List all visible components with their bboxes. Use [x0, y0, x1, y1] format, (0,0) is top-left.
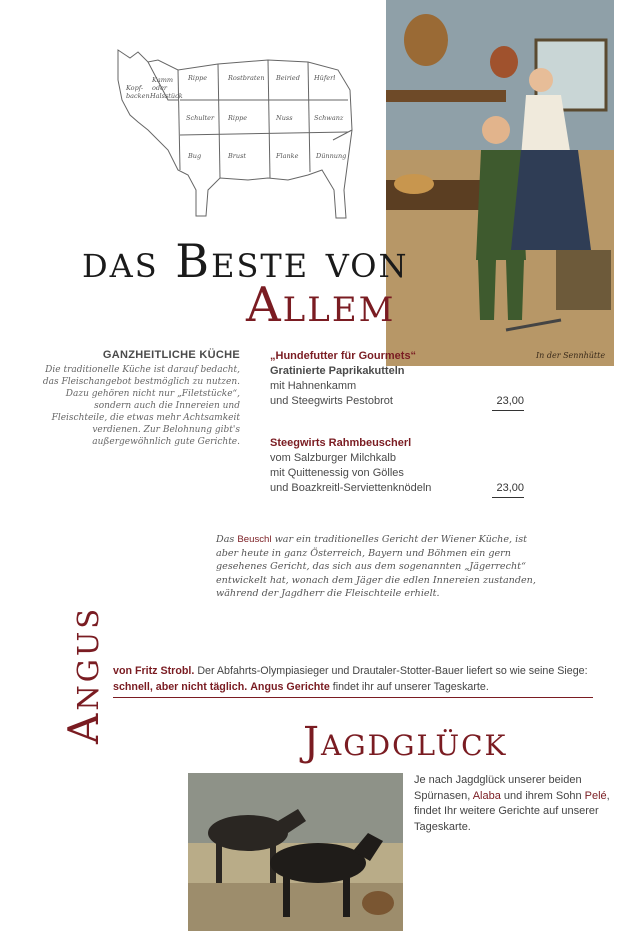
angus-bold1: schnell, aber nicht täglich.: [113, 680, 248, 693]
svg-text:Schwanz: Schwanz: [314, 114, 344, 122]
menu-item-title: Steegwirts Rahmbeuscherl: [270, 437, 412, 449]
menu-item-price: 23,00: [492, 481, 524, 498]
svg-text:Hüferl: Hüferl: [314, 74, 336, 82]
jagd-title: Jagdglück: [303, 719, 508, 765]
svg-text:Bug: Bug: [188, 152, 202, 160]
beuschl-highlight: Beuschl: [237, 534, 272, 545]
hunting-dogs-painting: [188, 773, 403, 931]
jagd-dog2: Pelé: [584, 789, 607, 802]
angus-title: Angus: [59, 605, 108, 744]
svg-text:oder: oder: [152, 84, 168, 92]
jagd-t1: Je nach Jagdglück unserer beiden Spürnasen,: [414, 774, 582, 802]
menu-item-beuscherl: [270, 436, 530, 496]
angus-text1: Der Abfahrts-Olympiasieger und Drautaler-Stotter-Bauer liefert so wie seine Siege:: [194, 665, 588, 677]
intro-text: Die traditionelle Küche ist darauf bedacht, das Fleischangebot bestmöglich zu nutzen. Dazu gehören nicht nur „Filetstücke“, sondern auch die Innereien und Fleischteile, die etwas mehr Achtsamkeit verdienen. Zur Belohnung gibt's außergewöhnlich gute Gerichte.: [42, 365, 240, 447]
menu-item-subtitle: Gratinierte Paprikakutteln: [270, 365, 405, 377]
jagd-t2: und ihrem Sohn: [500, 789, 585, 802]
svg-text:Nuss: Nuss: [276, 114, 293, 122]
menu-item-line: und Boazkreitl-Serviettenknödeln: [270, 482, 432, 494]
angus-divider: [113, 697, 593, 698]
cow-cuts-illustration: [108, 40, 360, 230]
svg-text:Kopf-: Kopf-: [126, 84, 144, 92]
menu-item-line: und Steegwirts Pestobrot: [270, 395, 393, 407]
menu-item-line: mit Quittenessig von Gölles: [270, 467, 404, 479]
svg-text:Dünnung: Dünnung: [316, 152, 347, 160]
svg-text:Rippe: Rippe: [228, 114, 248, 122]
angus-text2: findet ihr auf unserer Tageskarte.: [329, 680, 489, 693]
svg-text:Flanke: Flanke: [276, 152, 299, 160]
jagd-paragraph: [414, 773, 614, 835]
menu-item-price: 23,00: [492, 394, 524, 411]
menu-item-kutteln: [270, 349, 530, 409]
angus-bold2: Angus Gerichte: [250, 680, 330, 693]
painting-caption: In der Sennhütte: [536, 351, 606, 360]
menu-item-title: „Hundefutter für Gourmets“: [270, 350, 417, 362]
jagd-dog1: Alaba: [472, 789, 501, 802]
headline-line2: Allem: [246, 277, 396, 333]
angus-paragraph: [113, 664, 593, 695]
svg-text:Kamm: Kamm: [152, 76, 174, 84]
svg-text:Beiried: Beiried: [276, 74, 300, 82]
angus-heading: [58, 568, 110, 744]
menu-item-line: mit Hahnenkamm: [270, 380, 357, 392]
jagd-t3: , findet Ihr weitere Gerichte auf unserer Tageskarte.: [414, 789, 610, 833]
beuschl-paragraph: [216, 533, 546, 601]
svg-text:Rostbraten: Rostbraten: [228, 74, 265, 82]
svg-text:Halsstück: Halsstück: [150, 92, 183, 100]
menu-item-line: vom Salzburger Milchkalb: [270, 452, 396, 464]
svg-text:backen: backen: [126, 92, 150, 100]
svg-text:Rippe: Rippe: [188, 74, 208, 82]
intro-title: GANZHEITLICHE KÜCHE: [102, 349, 240, 361]
svg-text:Brust: Brust: [228, 152, 247, 160]
svg-text:Schulter: Schulter: [186, 114, 215, 122]
beuschl-pre: Das: [216, 534, 238, 545]
headline-line1: das Beste von: [82, 234, 409, 288]
angus-from: von Fritz Strobl.: [113, 665, 195, 677]
beuschl-post: war ein traditionelles Gericht der Wiener Küche, ist aber heute in ganz Österreich, Bayern und Böhmen ein gern gesehenes Gericht, das sich aus dem sogenannten „Jägerrecht“ entwickelt hat, wonach dem Jäger die edlen Innereien zustanden, während der Jagdherr die Fleischteile erhielt.: [216, 534, 536, 600]
